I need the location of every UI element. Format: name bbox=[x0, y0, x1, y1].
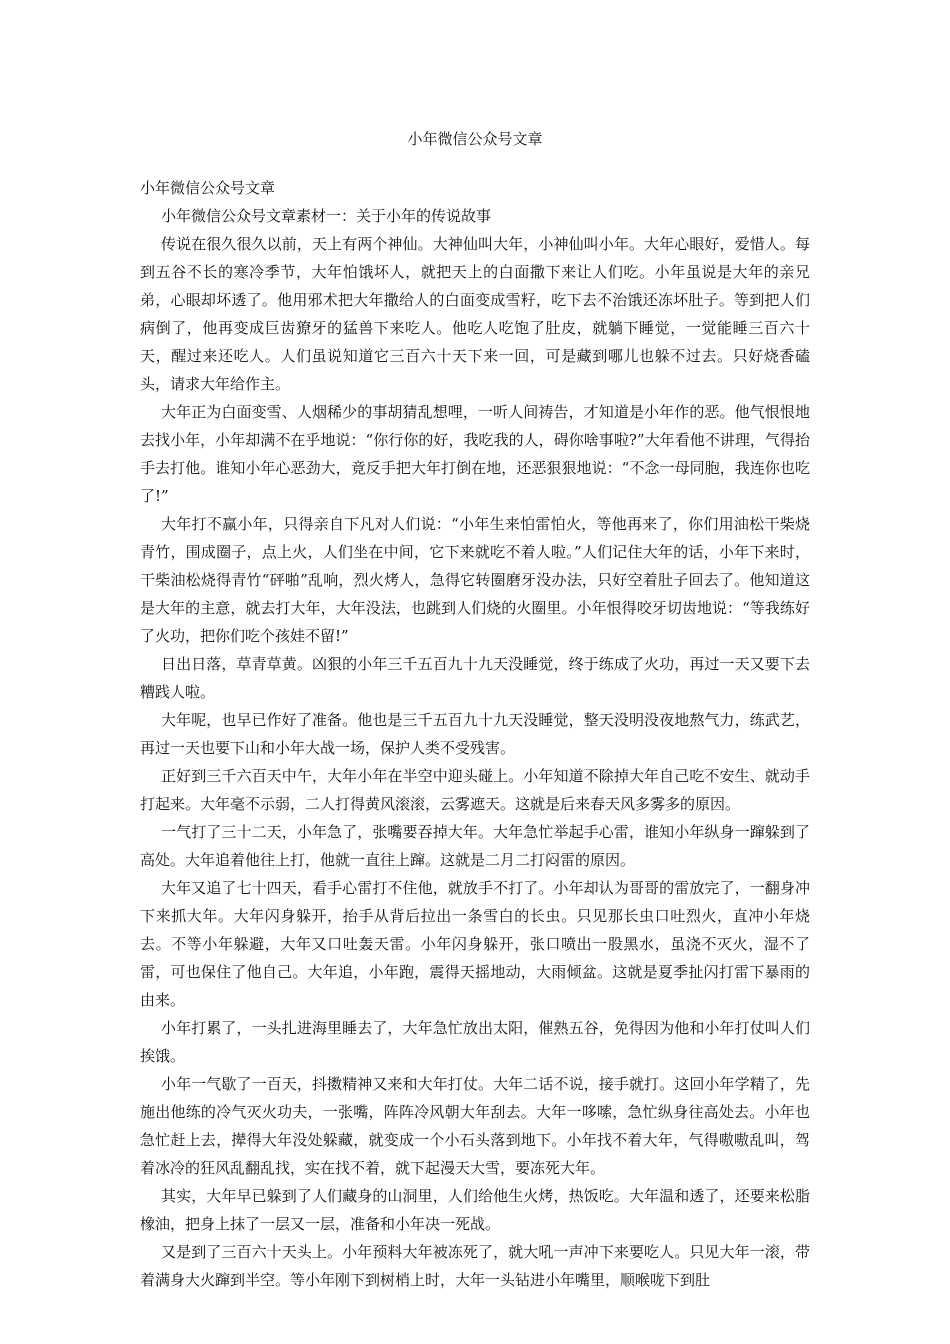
paragraph: 大年呢，也早已作好了准备。他也是三千五百九十九天没睡觉，整天没明没夜地熬气力，练武艺，再过一天也要下山和小年大战一场，保护人类不受残害。 bbox=[140, 711, 810, 757]
paragraph: 大年又追了七十四天，看手心雷打不住他，就放手不打了。小年却认为哥哥的雷放完了，一翻身冲下来抓大年。大年闪身躲开，抬手从背后拉出一条雪白的长虫。只见那长虫口吐烈火，直冲小年烧去。不等小年躲避，大年又口吐轰天雷。小年闪身躲开，张口喷出一股黑水，虽浇不灭火，湿不了雷，可也保住了他自己。大年追，小年跑，震得天摇地动，大雨倾盆。这就是夏季扯闪打雷下暴雨的由来。 bbox=[140, 879, 810, 1009]
paragraph: 大年正为白面变雪、人烟稀少的事胡猜乱想哩，一听人间祷告，才知道是小年作的恶。他气恨恨地去找小年，小年却满不在乎地说：“你行你的好，我吃我的人，碍你啥事啦?”大年看他不讲理，气得抬手去打他。谁知小年心恶劲大，竟反手把大年打倒在地，还恶狠狠地说：“不念一母同胞，我连你也吃了!” bbox=[140, 403, 810, 505]
paragraph: 大年打不赢小年，只得亲自下凡对人们说：“小年生来怕雷怕火，等他再来了，你们用油松干柴烧青竹，围成圈子，点上火，人们坐在中间，它下来就吃不着人啦。”人们记住大年的话，小年下来时，干柴油松烧得青竹“砰啪”乱响，烈火烤人，急得它转圈磨牙没办法，只好空着肚子回去了。他知道这是大年的主意，就去打大年，大年没法，也跳到人们烧的火圈里。小年恨得咬牙切齿地说：“等我练好了火功，把你们吃个孩娃不留!” bbox=[140, 515, 810, 645]
paragraph: 小年打累了，一头扎进海里睡去了，大年急忙放出太阳，催熟五谷，免得因为他和小年打仗叫人们挨饿。 bbox=[140, 1019, 810, 1065]
paragraph: 小年一气歇了一百天，抖擞精神又来和大年打仗。大年二话不说，接手就打。这回小年学精了，先施出他练的冷气灭火功夫，一张嘴，阵阵冷风朝大年刮去。大年一哆嗦，急忙纵身往高处去。小年也急忙赶上去，撵得大年没处躲藏，就变成一个小石头落到地下。小年找不着大年，气得嗷嗷乱叫，驾着冰冷的狂风乱翻乱找，实在找不着，就下起漫天大雪，要冻死大年。 bbox=[140, 1075, 810, 1177]
paragraph: 一气打了三十二天，小年急了，张嘴要吞掉大年。大年急忙举起手心雷，谁知小年纵身一蹿躲到了高处。大年追着他往上打，他就一直往上蹿。这就是二月二打闷雷的原因。 bbox=[140, 823, 810, 869]
section-heading: 小年微信公众号文章素材一：关于小年的传说故事 bbox=[161, 207, 492, 225]
paragraph: 传说在很久很久以前，天上有两个神仙。大神仙叫大年，小神仙叫小年。大年心眼好，爱惜人。每到五谷不长的寒冷季节，大年怕饿坏人，就把天上的白面撒下来让人们吃。小年虽说是大年的亲兄弟，心眼却坏透了。他用邪术把大年撒给人的白面变成雪籽，吃下去不治饿还冻坏肚子。等到把人们病倒了，他再变成巨齿獠牙的猛兽下来吃人。他吃人吃饱了肚皮，就躺下睡觉，一觉能睡三百六十天，醒过来还吃人。人们虽说知道它三百六十天下来一回，可是藏到哪儿也躲不过去。只好烧香磕头，请求大年给作主。 bbox=[140, 235, 810, 393]
document-body bbox=[140, 174, 810, 1294]
paragraph: 又是到了三百六十天头上。小年预料大年被冻死了，就大吼一声冲下来要吃人。只见大年一滚，带着满身大火蹿到半空。等小年刚下到树梢上时，大年一头钻进小年嘴里，顺喉咙下到肚 bbox=[140, 1243, 810, 1289]
paragraph: 日出日落，草青草黄。凶狠的小年三千五百九十九天没睡觉，终于练成了火功，再过一天又要下去糟践人啦。 bbox=[140, 655, 810, 701]
paragraph: 其实，大年早已躲到了人们藏身的山洞里，人们给他生火烤，热饭吃。大年温和透了，还要来松脂橡油，把身上抹了一层又一层，准备和小年决一死战。 bbox=[140, 1187, 810, 1233]
document-title: 小年微信公众号文章 bbox=[407, 130, 543, 148]
document-subtitle: 小年微信公众号文章 bbox=[140, 179, 276, 197]
paragraph: 正好到三千六百天中午，大年小年在半空中迎头碰上。小年知道不除掉大年自己吃不安生、就动手打起来。大年毫不示弱，二人打得黄风滚滚，云雾遮天。这就是后来春天风多雾多的原因。 bbox=[140, 767, 810, 813]
